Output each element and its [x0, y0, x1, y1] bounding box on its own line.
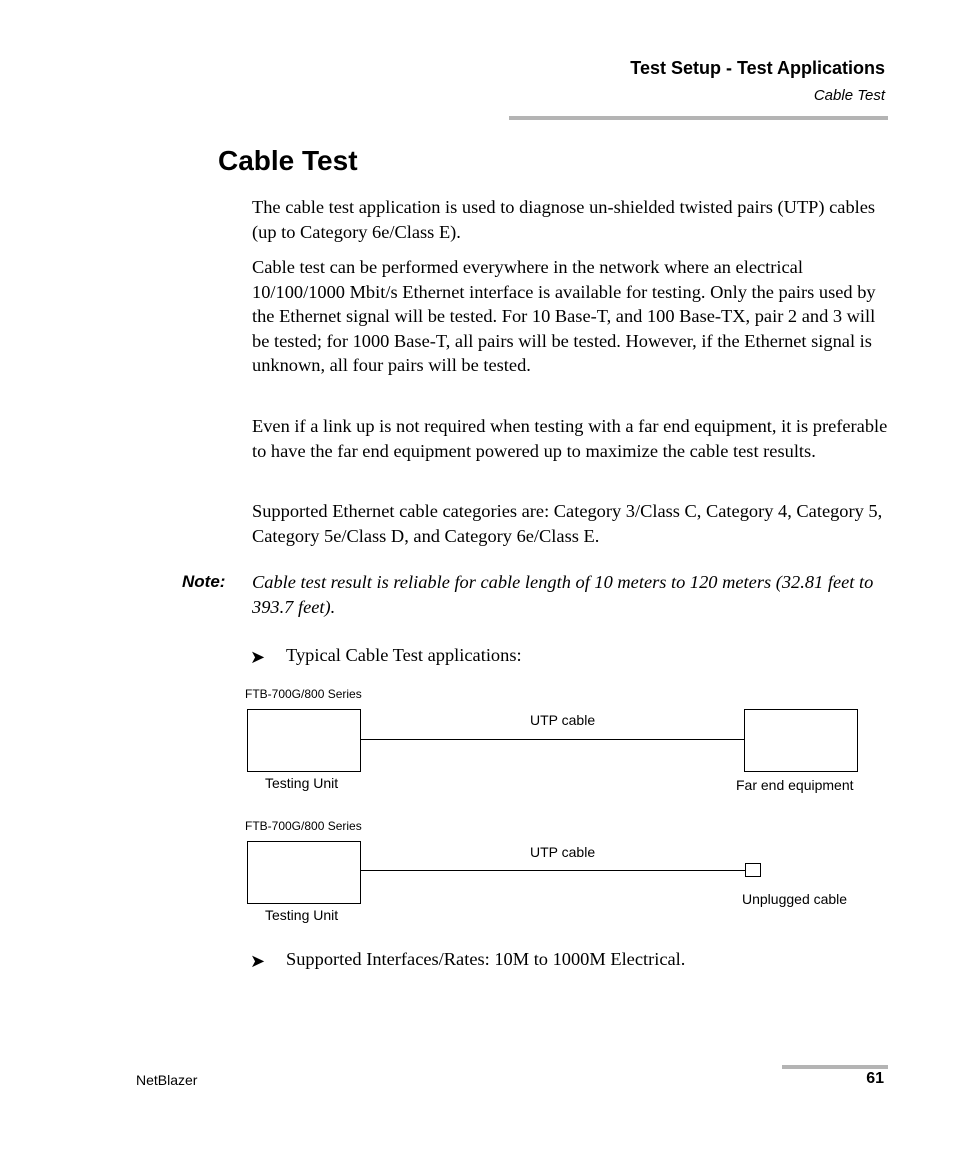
unplugged-connector-icon	[745, 863, 761, 877]
paragraph-categories: Supported Ethernet cable categories are: Category 3/Class C, Category 4, Category 5, Category 5e/Class D, and Category 6e/Class E.	[252, 501, 883, 546]
running-header-subtitle: Cable Test	[813, 87, 885, 104]
cable-label: UTP cable	[530, 712, 596, 728]
unplugged-cable-label: Unplugged cable	[742, 891, 848, 907]
series-label: FTB-700G/800 Series	[245, 819, 362, 833]
utp-cable-line	[361, 870, 745, 871]
paragraph-scope: Cable test can be performed everywhere in the network where an electrical 10/100/1000 Mbit/s Ethernet interface is available for testing. Only the pairs used by the Ethernet signal will be tested. For 10 Base-T, and 100 Base-TX, pair 2 and 3 will be tested; for 1000 Base-T, all pairs will be tested. However, if the Ethernet signal is unknown, all four pairs will be tested.	[252, 257, 876, 375]
footer-product: NetBlazer	[136, 1072, 198, 1088]
bullet-arrow-icon: ➤	[250, 951, 266, 971]
cable-label: UTP cable	[530, 844, 596, 860]
bullet-typical-applications: Typical Cable Test applications:	[286, 645, 522, 665]
bullet-arrow-icon: ➤	[250, 647, 266, 667]
paragraph-far-end: Even if a link up is not required when testing with a far end equipment, it is preferable to have the far end equipment powered up to maximize the cable test results.	[252, 416, 888, 461]
far-end-equipment-box	[744, 709, 858, 772]
page-number: 61	[866, 1070, 884, 1087]
far-end-equipment-label: Far end equipment	[736, 777, 854, 793]
note-label: Note:	[182, 572, 226, 591]
bullet-supported-interfaces: Supported Interfaces/Rates: 10M to 1000M Electrical.	[286, 949, 686, 969]
utp-cable-line	[361, 739, 745, 740]
testing-unit-label: Testing Unit	[265, 775, 339, 791]
series-label: FTB-700G/800 Series	[245, 687, 362, 701]
header-rule	[509, 116, 888, 120]
running-header-title: Test Setup - Test Applications	[630, 58, 885, 78]
footer-rule	[782, 1065, 888, 1069]
paragraph-intro: The cable test application is used to diagnose un-shielded twisted pairs (UTP) cables (up to Category 6e/Class E).	[252, 197, 876, 242]
testing-unit-box	[247, 841, 361, 904]
testing-unit-label: Testing Unit	[265, 907, 339, 923]
note-text: Cable test result is reliable for cable length of 10 meters to 120 meters (32.81 feet to 393.7 feet).	[252, 572, 874, 617]
page-title: Cable Test	[218, 145, 358, 176]
testing-unit-box	[247, 709, 361, 772]
